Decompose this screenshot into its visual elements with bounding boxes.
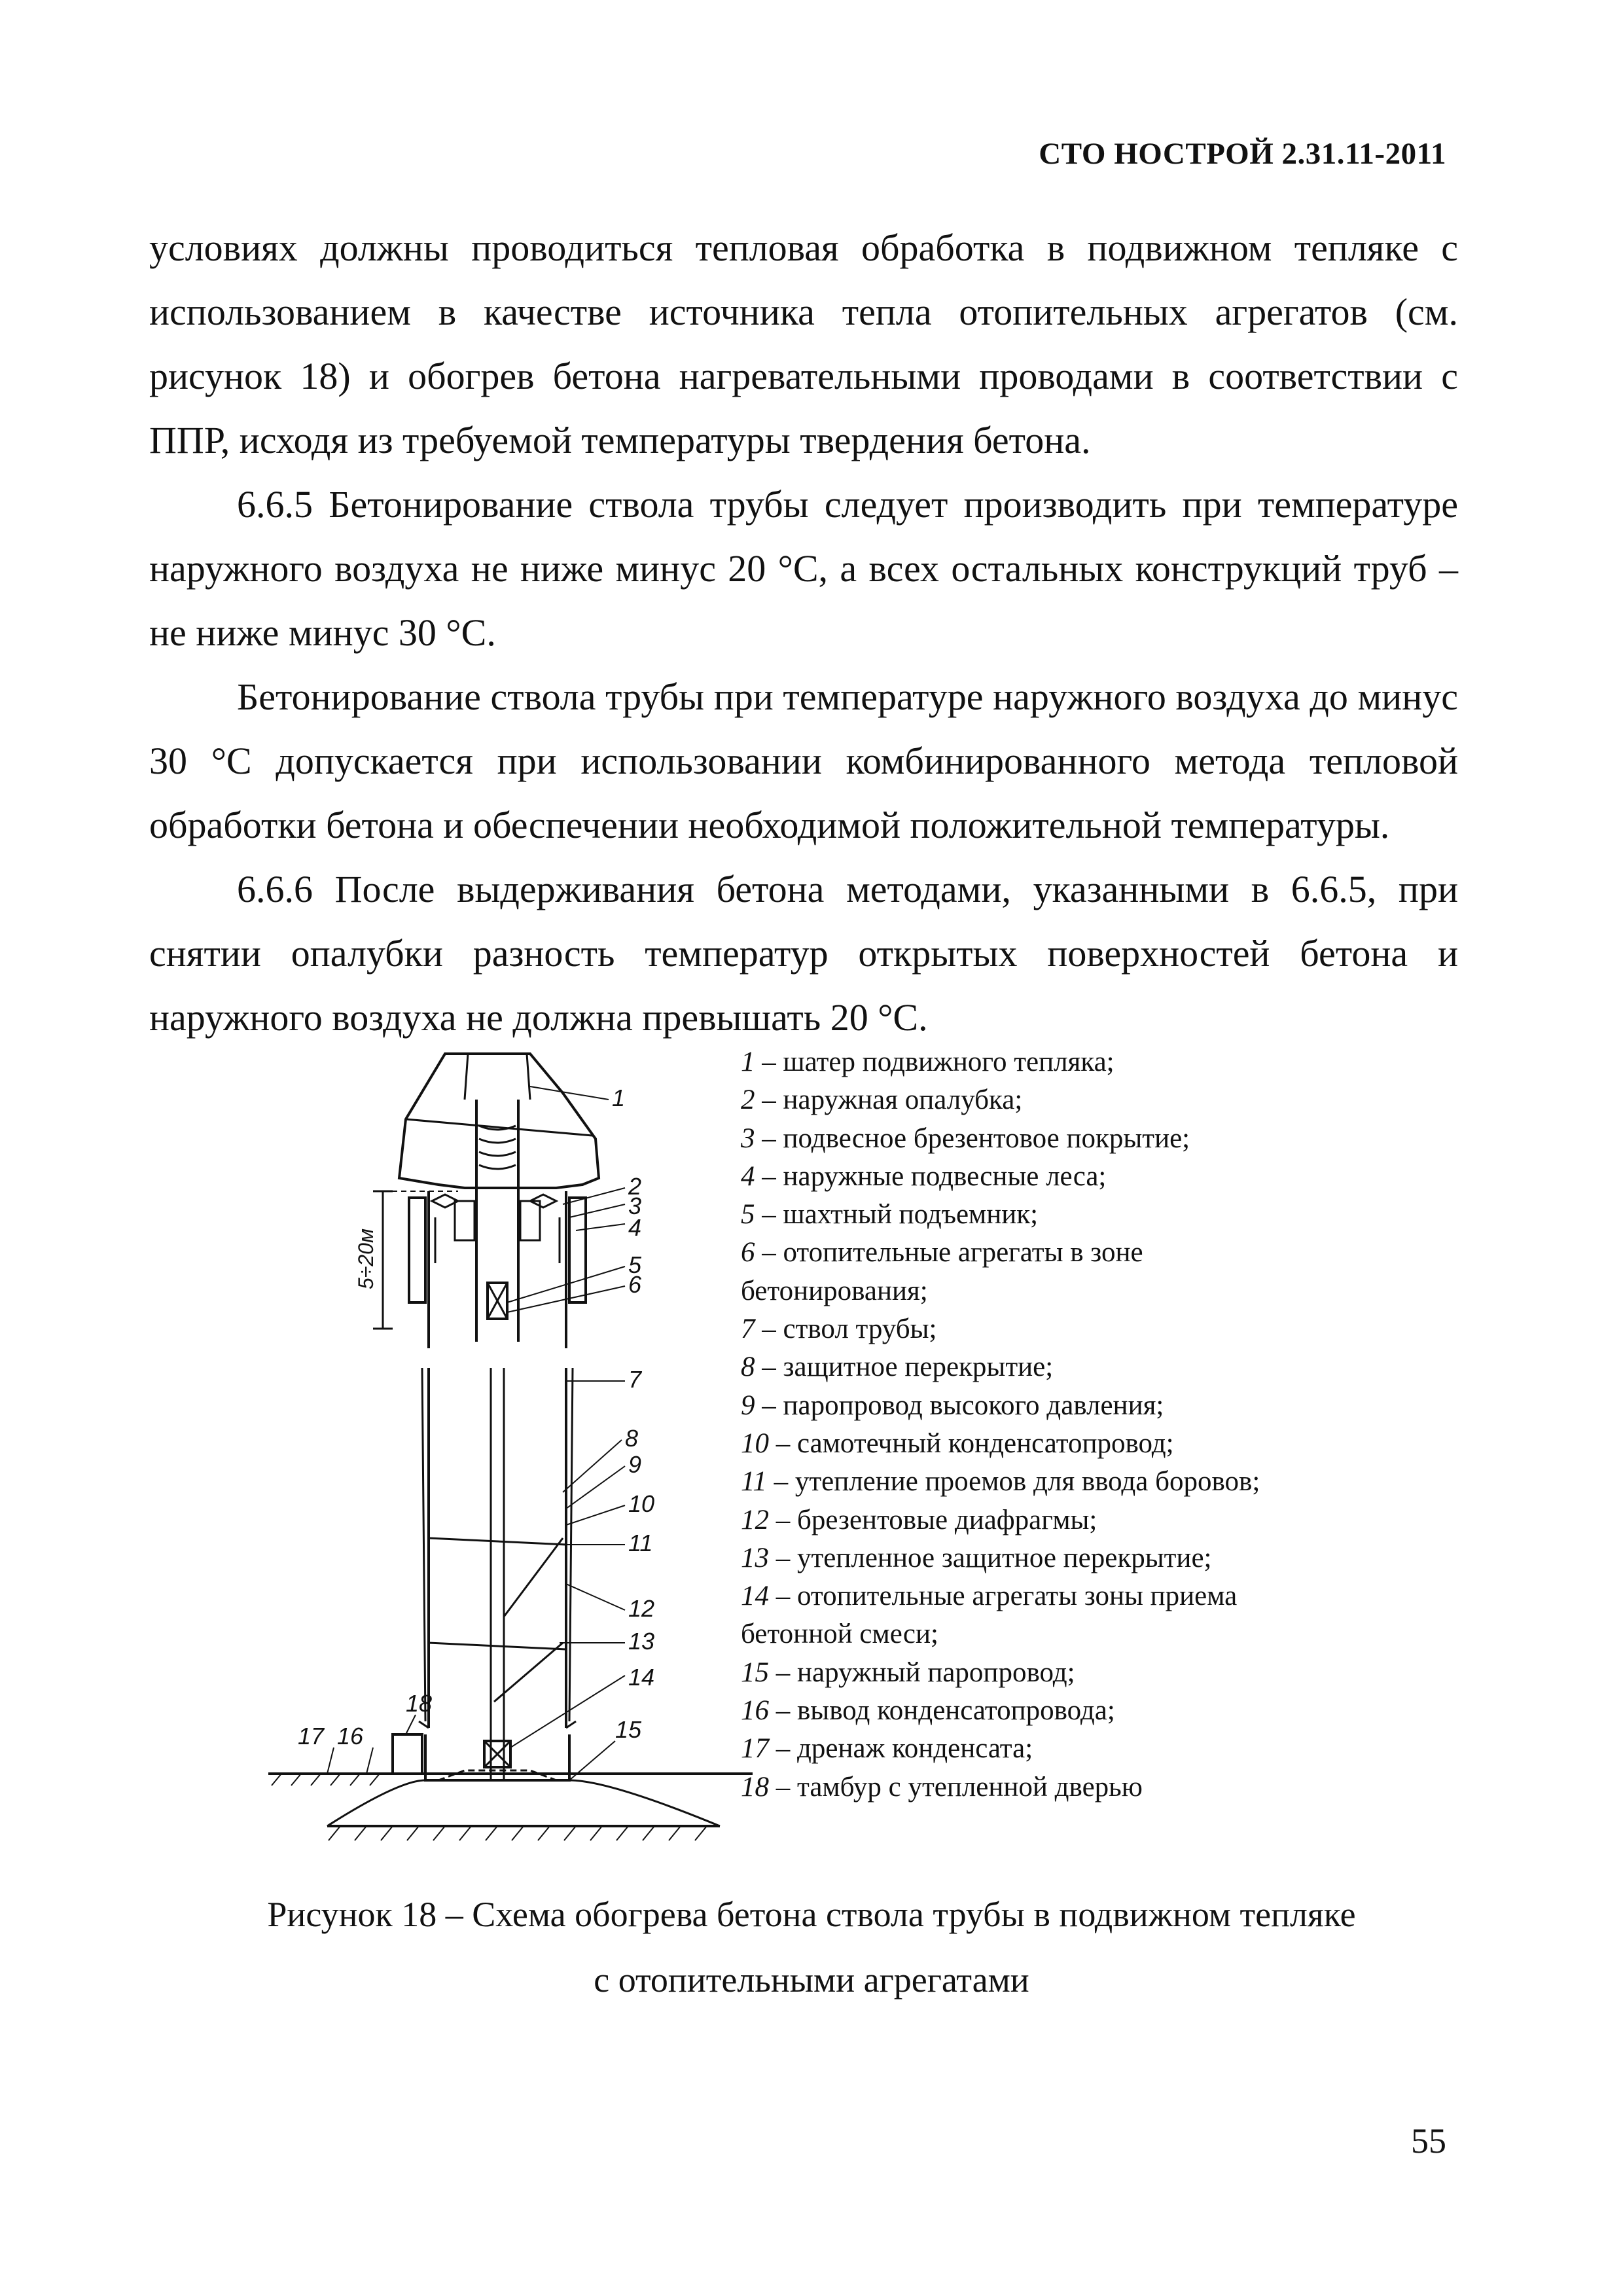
legend-item: 7 – ствол трубы;	[741, 1314, 937, 1345]
callout-16: 16	[337, 1723, 364, 1749]
legend-item: 1 – шатер подвижного тепляка;	[741, 1047, 1115, 1077]
caption-line-1: Рисунок 18 – Схема обогрева бетона ствола трубы в подвижном тепляке	[267, 1895, 1356, 1934]
figure-caption	[0, 1882, 1623, 2013]
page-number: 55	[1411, 2121, 1446, 2161]
legend-item: 3 – подвесное брезентовое покрытие;	[741, 1122, 1190, 1154]
callout-9: 9	[628, 1451, 642, 1478]
callout-13: 13	[628, 1628, 655, 1655]
paragraph-6-6-5: 6.6.5 Бетонирование ствола трубы следует производить при температуре наружного воздуха не ниже минус 20 °С, а всех остальных конструкций труб – не ниже минус 30 °С.	[149, 483, 1458, 654]
callout-4: 4	[628, 1214, 642, 1241]
dimension-label: 5÷20м	[354, 1229, 378, 1289]
paragraph-continuation: условиях должны проводиться тепловая обработка в подвижном тепляке с использованием в качестве источника тепла отопительных агрегатов (см. рисунок 18) и обогрев бетона нагревательными проводами в соответствии с ППР, исходя из требуемой температуры твердения бетона.	[149, 226, 1458, 461]
legend-item: 5 – шахтный подъемник;	[741, 1199, 1039, 1230]
legend-item: 17 – дренаж конденсата;	[741, 1733, 1033, 1765]
legend-item: 4 – наружные подвесные леса;	[741, 1160, 1107, 1192]
legend-item: 6 – отопительные агрегаты в зоне	[741, 1237, 1143, 1268]
callout-7: 7	[628, 1366, 642, 1393]
legend-item: бетонной смеси;	[741, 1619, 938, 1650]
callout-17: 17	[298, 1723, 325, 1749]
legend-item: 8 – защитное перекрытие;	[741, 1352, 1054, 1383]
callout-15: 15	[615, 1716, 642, 1743]
legend-item: 16 – вывод конденсатопровода;	[741, 1695, 1115, 1727]
body-text	[149, 216, 1458, 1050]
callout-10: 10	[628, 1490, 655, 1517]
callout-2: 2	[628, 1173, 642, 1200]
hoist-column-top	[476, 1100, 518, 1342]
callout-5: 5	[628, 1251, 642, 1278]
legend-item: 12 – брезентовые диафрагмы;	[741, 1504, 1097, 1535]
legend-item: 13 – утепленное защитное перекрытие;	[741, 1542, 1212, 1573]
legend-item: 9 – паропровод высокого давления;	[741, 1390, 1164, 1421]
legend-item: бетонирования;	[741, 1275, 928, 1306]
paragraph-6-6-6: 6.6.6 После выдерживания бетона методами, указанными в 6.6.5, при снятии опалубки разность температур открытых поверхностей бетона и наружного воздуха не должна превышать 20 °С.	[149, 868, 1458, 1039]
callout-1: 1	[612, 1085, 626, 1111]
legend-item: 18 – тамбур с утепленной дверью	[741, 1771, 1143, 1803]
legend-item: 2 – наружная опалубка;	[741, 1085, 1023, 1116]
paragraph-concreting-minus-30: Бетонирование ствола трубы при температуре наружного воздуха до минус 30 °С допускается при использовании комбинированного метода тепловой обработки бетона и обеспечении необходимой положительной температуры.	[149, 675, 1458, 846]
legend-item: 11 – утепление проемов для ввода боровов;	[741, 1466, 1260, 1498]
callout-14: 14	[628, 1664, 655, 1691]
callout-18: 18	[406, 1690, 433, 1717]
tent-roof	[399, 1054, 599, 1188]
callout-6: 6	[628, 1271, 642, 1298]
callout-8: 8	[625, 1425, 639, 1452]
dimension-line	[354, 1191, 458, 1329]
running-header: СТО НОСТРОЙ 2.31.11-2011	[1039, 137, 1446, 171]
callout-11: 11	[628, 1530, 653, 1556]
caption-line-2: с отопительными агрегатами	[594, 1960, 1029, 2000]
legend-item: 10 – самотечный конденсатопровод;	[741, 1427, 1174, 1459]
legend-item: 14 – отопительные агрегаты зоны приема	[741, 1581, 1238, 1612]
legend-item: 15 – наружный паропровод;	[741, 1657, 1075, 1688]
chimney-barrel	[422, 1368, 573, 1780]
callout-3: 3	[628, 1193, 642, 1219]
upper-formwork	[409, 1191, 586, 1348]
figure-18-drawing	[268, 1041, 753, 1846]
figure-legend	[741, 1043, 1330, 1806]
callout-12: 12	[628, 1595, 655, 1622]
